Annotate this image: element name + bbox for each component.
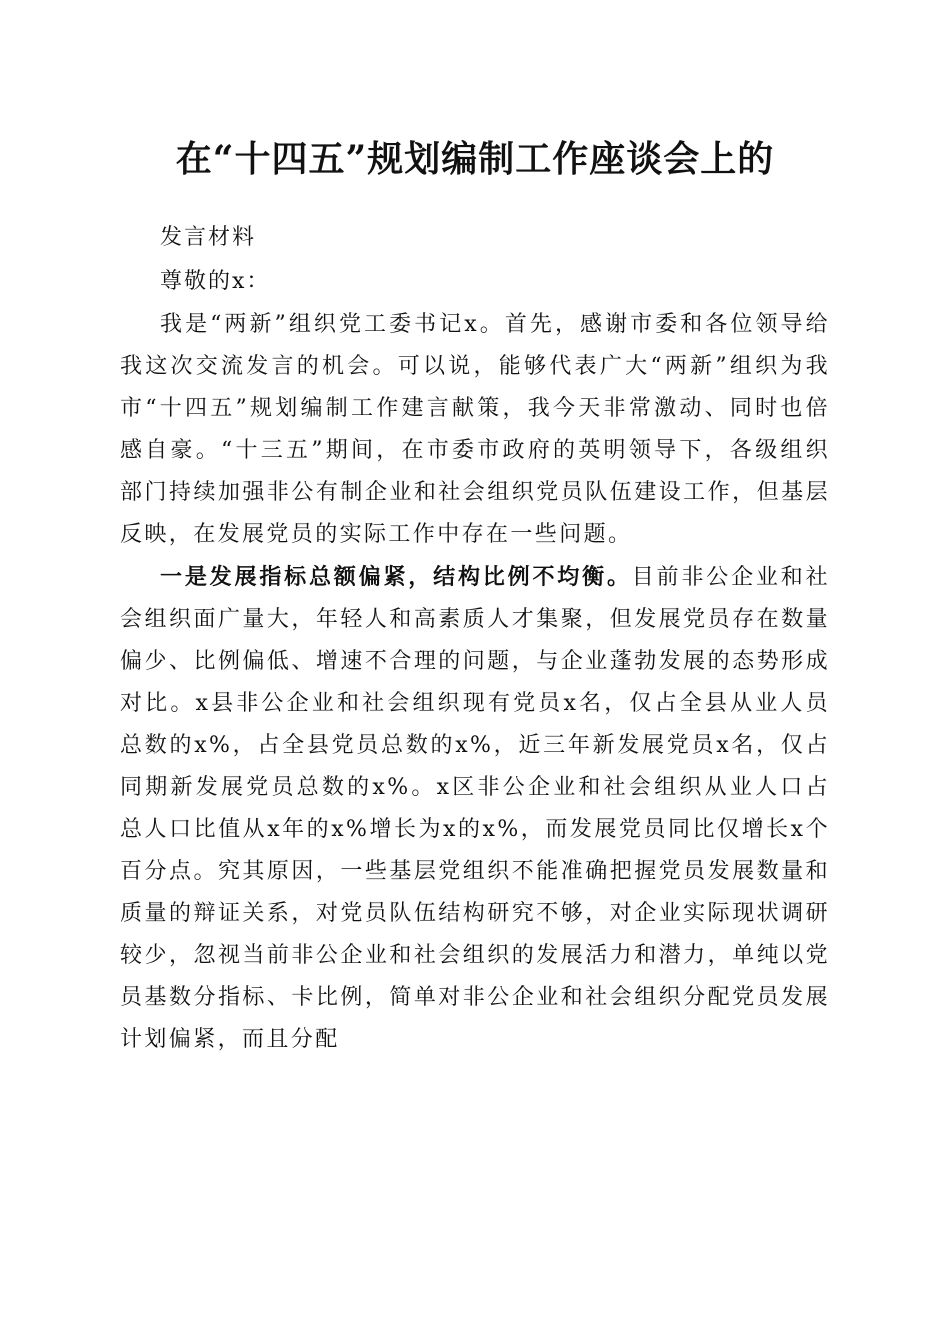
paragraph-intro-text: 我是“两新”组织党工委书记x。首先，感谢市委和各位领导给我这次交流发言的机会。可以说，能够代表广大“两新”组织为我市“十四五”规划编制工作建言献策，我今天非常激动、同时也倍感自豪。“十三五”期间，在市委市政府的英明领导下，各级组织部门持续加强非公有制企业和社会组织党员队伍建设工作，但基层反映，在发展党员的实际工作中存在一些问题。 <box>120 312 830 547</box>
document-title: 在“十四五”规划编制工作座谈会上的 <box>175 138 775 180</box>
salutation: 尊敬的x： <box>160 269 271 294</box>
document-subtitle: 发言材料 <box>160 225 257 250</box>
paragraph-point-one-text: 目前非公企业和社会组织面广量大，年轻人和高素质人才集聚，但发展党员存在数量偏少、比例偏低、增速不合理的问题，与企业蓬勃发展的态势形成对比。x县非公企业和社会组织现有党员x名，仅占全县从业人员总数的x%，占全县党员总数的x%，近三年新发展党员x名，仅占同期新发展党员总数的x%。x区非公企业和社会组织从业人口占总人口比值从x年的x%增长为x的x%，而发展党员同比仅增长x个百分点。究其原因，一些基层党组织不能准确把握党员发展数量和质量的辩证关系，对党员队伍结构研究不够，对企业实际现状调研较少，忽视当前非公企业和社会组织的发展活力和潜力，单纯以党员基数分指标、卡比例，简单对非公企业和社会组织分配党员发展计划偏紧，而且分配 <box>120 565 830 1052</box>
paragraph-intro <box>120 304 830 556</box>
paragraph-point-one-lead: 一是发展指标总额偏紧，结构比例不均衡。 <box>160 564 632 590</box>
paragraph-point-one <box>120 556 830 1061</box>
